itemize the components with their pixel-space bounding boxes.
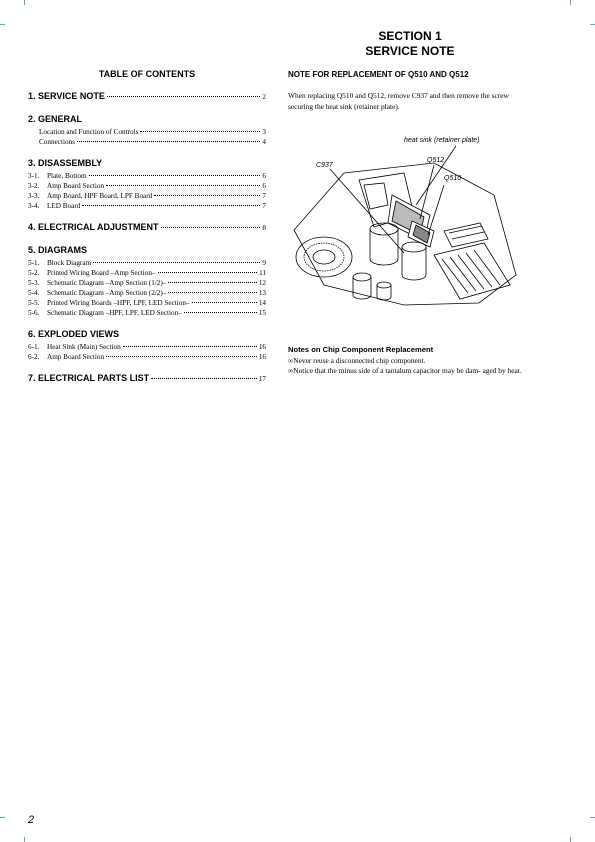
toc-entry-number: 5-6. (28, 309, 40, 317)
leader-dots (168, 282, 256, 283)
crop-mark (570, 0, 571, 5)
toc-entry-label: Heat Sink (Main) Section (47, 343, 121, 351)
toc-entry-number: 5-1. (28, 259, 40, 267)
leader-dots (158, 272, 258, 273)
toc-entry-number: 3-3. (28, 192, 40, 200)
toc-entry-label: Amp Board, HPF Board, LPF Board (47, 192, 153, 200)
leader-dots (77, 141, 260, 142)
toc-entry-number: 3-4. (28, 202, 40, 210)
toc-entry[interactable] (28, 278, 266, 288)
toc-entry-number: 3-2. (28, 182, 40, 190)
toc-section (28, 372, 266, 385)
toc-page-number: 7 (262, 202, 266, 210)
toc-entry-label: Amp Board Section (47, 353, 105, 361)
toc-entry[interactable] (28, 258, 266, 268)
toc-entry[interactable] (28, 201, 266, 211)
toc-heading-label: 5. DIAGRAMS (28, 245, 88, 255)
section-number: SECTION 1 (378, 29, 442, 43)
toc-page-number: 16 (258, 343, 266, 351)
leader-dots (123, 346, 257, 347)
toc-section-heading[interactable] (28, 90, 266, 103)
toc-entry-label: Schematic Diagram –Amp Section (1/2)– (47, 279, 167, 287)
capacitor (370, 223, 398, 235)
crop-mark (24, 837, 25, 842)
toc-page-number: 15 (258, 309, 266, 317)
toc-heading-label: 4. ELECTRICAL ADJUSTMENT (28, 222, 159, 232)
chip-note-item: ∞Notice that the minus side of a tantalum capacitor may be dam- aged by heat. (288, 366, 522, 375)
toc-section-heading[interactable] (28, 328, 266, 340)
toc-section-heading[interactable] (28, 372, 266, 385)
toc-heading-label: 3. DISASSEMBLY (28, 158, 103, 168)
toc-entry-number: 6-2. (28, 353, 40, 361)
toc-page-number: 14 (258, 299, 266, 307)
toc-entry[interactable] (28, 268, 266, 278)
toc-entry-number: 5-5. (28, 299, 40, 307)
leader-dots (168, 292, 256, 293)
toc-entry[interactable] (28, 127, 266, 137)
toc-section (28, 221, 266, 234)
toc-entry-label: Connections (39, 138, 75, 146)
label-c937: C937 (316, 162, 333, 169)
page-number: 2 (28, 814, 35, 826)
toc-entry-label: Schematic Diagram –HPF, LPF, LED Section– (47, 309, 182, 317)
leader-dots (107, 96, 261, 97)
toc-section (28, 90, 266, 103)
toc-page-number: 7 (262, 192, 266, 200)
toc-page-number: 17 (258, 375, 266, 383)
leader-dots (140, 131, 260, 132)
toc-entry-label: LED Board (47, 202, 81, 210)
heat-sink-fins (434, 243, 510, 299)
toc-page-number: 8 (262, 224, 266, 232)
crop-mark (590, 24, 595, 25)
toc-entry[interactable] (28, 288, 266, 298)
crop-mark (24, 0, 25, 5)
toc-page-number: 12 (258, 279, 266, 287)
section-title: SERVICE NOTE (365, 44, 455, 58)
toc-title: TABLE OF CONTENTS (98, 69, 196, 79)
toc-page-number: 3 (262, 128, 266, 136)
toc-section-heading[interactable] (28, 244, 266, 256)
toc-entry-label: Schematic Diagram –Amp Section (2/2)– (47, 289, 167, 297)
toc-page-number: 2 (262, 93, 266, 101)
toc-entry-number: 6-1. (28, 343, 40, 351)
toc-page-number: 13 (258, 289, 266, 297)
leader-dots (82, 205, 260, 206)
toc-entry-number: 5-3. (28, 279, 40, 287)
toc-entry[interactable] (28, 298, 266, 308)
toc-entry-label: Block Diagram (47, 259, 92, 267)
leader-dots (161, 227, 261, 228)
table-of-contents (28, 90, 266, 395)
heat-sink-figure (284, 135, 524, 310)
leader-dots (106, 356, 257, 357)
toc-page-number: 11 (259, 269, 266, 277)
leader-dots (184, 312, 257, 313)
toc-entry-label: Printed Wiring Boards –HPF, LPF, LED Section– (47, 299, 190, 307)
toc-heading-label: 7. ELECTRICAL PARTS LIST (28, 373, 150, 383)
toc-entry[interactable] (28, 171, 266, 181)
toc-entry[interactable] (28, 308, 266, 318)
toc-page-number: 6 (262, 172, 266, 180)
toc-entry[interactable] (28, 342, 266, 352)
leader-dots (154, 195, 260, 196)
label-q512: Q512 (427, 157, 445, 164)
label-q510: Q510 (444, 175, 462, 182)
toc-entry[interactable] (28, 137, 266, 147)
chip-notes-list (288, 356, 530, 376)
note-title: NOTE FOR REPLACEMENT OF Q510 AND Q512 (288, 70, 469, 79)
toc-page-number: 4 (262, 138, 266, 146)
leader-q512 (420, 165, 434, 219)
toc-entry-number: 3-1. (28, 172, 40, 180)
toc-page-number: 6 (262, 182, 266, 190)
toc-section-heading[interactable] (28, 221, 266, 234)
leader-dots (192, 302, 257, 303)
crop-mark (0, 24, 5, 25)
toc-section (28, 328, 266, 362)
toc-heading-label: 1. SERVICE NOTE (28, 91, 105, 101)
crop-mark (590, 817, 595, 818)
crop-mark (0, 817, 5, 818)
note-body: When replacing Q510 and Q512, remove C937 and then remove the screw securing the heat sink (retainer plate). (288, 91, 509, 111)
toc-entry[interactable] (28, 191, 266, 201)
toc-heading-label: 2. GENERAL (28, 114, 83, 124)
capacitor-c937 (402, 242, 426, 252)
toc-entry[interactable] (28, 352, 266, 362)
toc-entry[interactable] (28, 181, 266, 191)
toc-section (28, 244, 266, 318)
toc-entry-number: 5-2. (28, 269, 40, 277)
leader-dots (106, 185, 260, 186)
leader-dots (93, 262, 260, 263)
toc-section-heading[interactable] (28, 113, 266, 125)
toc-page-number: 9 (262, 259, 266, 267)
toc-entry-number: 5-4. (28, 289, 40, 297)
label-heat-sink: heat sink (retainer plate) (404, 137, 480, 144)
toc-entry-label: Location and Function of Controls (39, 128, 139, 136)
toc-section-heading[interactable] (28, 157, 266, 169)
toc-entry-label: Plate, Bottom (47, 172, 87, 180)
chip-note-item: ∞Never reuse a disconnected chip component. (288, 356, 426, 365)
leader-dots (89, 175, 261, 176)
toc-entry-label: Printed Wiring Board –Amp Section– (47, 269, 156, 277)
toc-section (28, 113, 266, 147)
leader-q510 (428, 185, 444, 235)
leader-dots (151, 378, 257, 379)
crop-mark (570, 837, 571, 842)
toc-page-number: 16 (258, 353, 266, 361)
toc-entry-label: Amp Board Section (47, 182, 105, 190)
chip-notes-title: Notes on Chip Component Replacement (288, 345, 434, 354)
board-outline (294, 163, 516, 305)
toc-heading-label: 6. EXPLODED VIEWS (28, 329, 120, 339)
toc-section (28, 157, 266, 211)
